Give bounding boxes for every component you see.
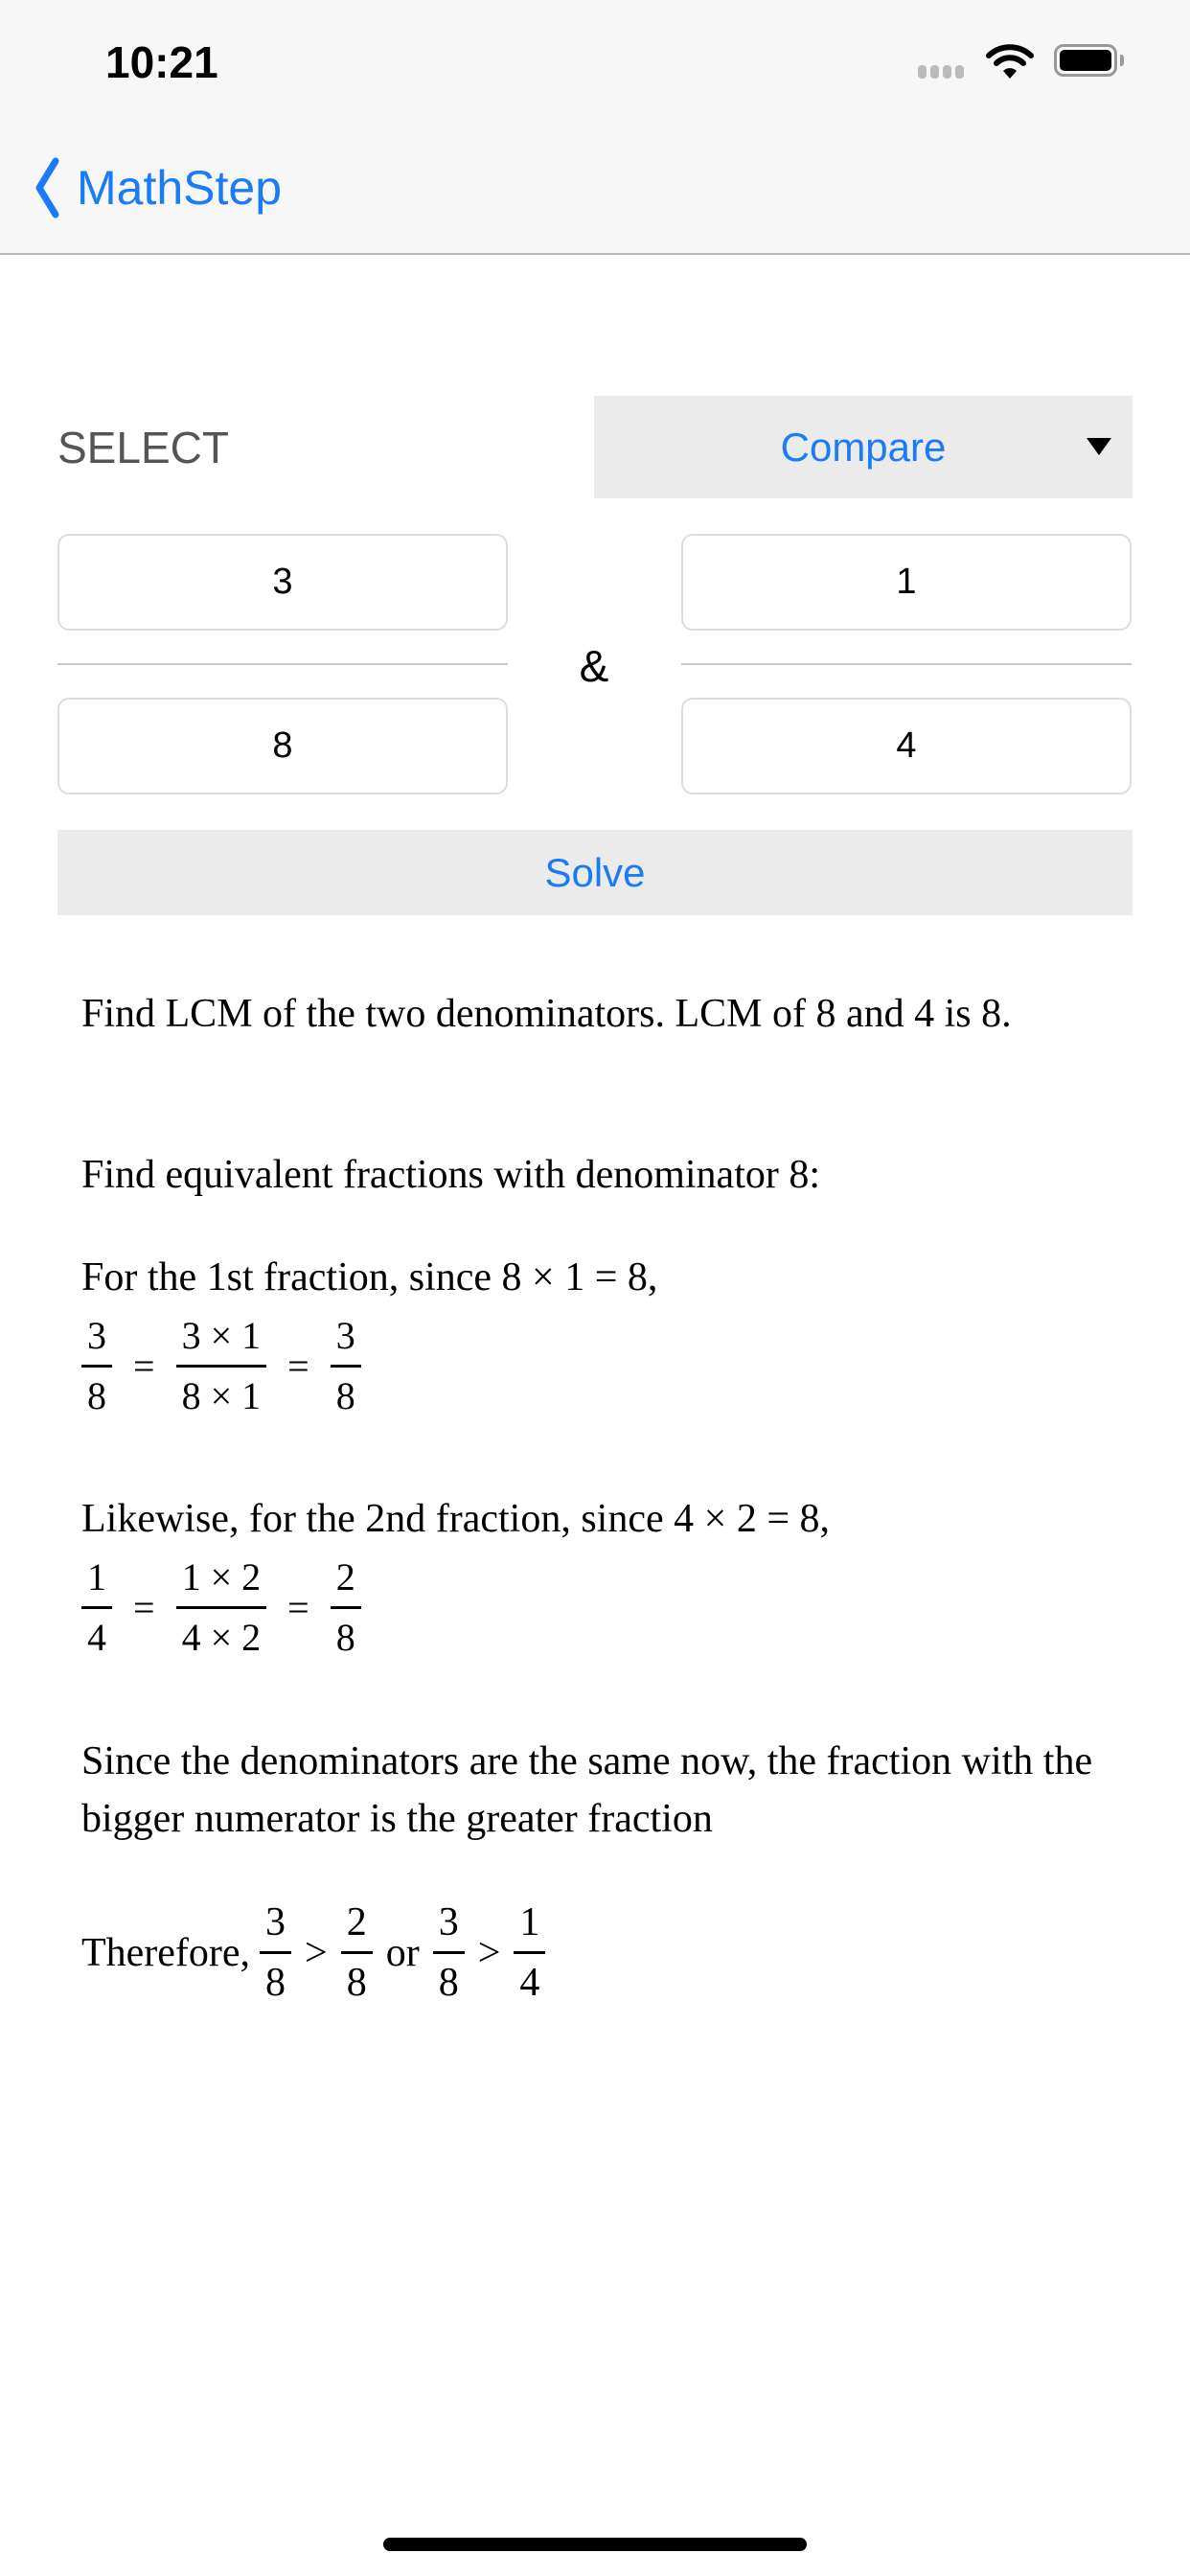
step-second-fraction: Likewise, for the 2nd fraction, since 4 × 2 = 8, — [81, 1497, 830, 1541]
equation-first-fraction — [81, 1313, 361, 1419]
status-time: 10:21 — [105, 37, 218, 87]
numerator: 2 — [346, 1900, 367, 1944]
fraction2-bar — [681, 663, 1132, 665]
cellular-signal-icon — [918, 65, 964, 79]
denominator: 4 — [519, 1961, 540, 2005]
operation-value: Compare — [780, 424, 947, 470]
ampersand-separator: & — [579, 641, 609, 691]
step-compare-numerators: Since the denominators are the same now, the fraction with the bigger numerator is the greater fraction — [81, 1739, 1093, 1841]
battery-tip — [1120, 55, 1124, 66]
caret-down-icon — [1087, 438, 1111, 455]
select-label: SELECT — [57, 423, 229, 472]
operation-dropdown[interactable] — [594, 396, 1133, 498]
denominator: 8 — [335, 1616, 355, 1659]
denominator: 8 — [265, 1961, 286, 2005]
equals-sign: = — [133, 1586, 155, 1629]
numerator: 3 — [265, 1900, 286, 1944]
step-lcm: Find LCM of the two denominators. LCM of 8 and 4 is 8. — [81, 992, 1012, 1036]
denominator: 8 — [346, 1961, 367, 2005]
step-equivalent: Find equivalent fractions with denominator 8: — [81, 1153, 821, 1197]
numerator: 3 — [438, 1900, 459, 1944]
greater-than-sign: > — [477, 1930, 501, 1975]
fraction2-denominator-input[interactable]: 4 — [681, 698, 1132, 794]
fraction1-numerator-input[interactable]: 3 — [57, 534, 508, 631]
equals-sign: = — [287, 1586, 309, 1629]
denominator: 8 — [335, 1374, 355, 1417]
back-label: MathStep — [77, 161, 283, 215]
conclusion — [81, 1899, 545, 2006]
denominator: 8 × 1 — [181, 1374, 262, 1417]
step-first-fraction: For the 1st fraction, since 8 × 1 = 8, — [81, 1255, 658, 1300]
numerator: 1 — [87, 1555, 106, 1598]
denominator: 8 — [438, 1961, 459, 2005]
or-word: or — [385, 1930, 420, 1975]
conclusion-prefix: Therefore, — [81, 1930, 251, 1975]
home-indicator[interactable] — [383, 2538, 807, 2551]
denominator: 8 — [87, 1374, 106, 1417]
wifi-icon — [985, 42, 1035, 80]
numerator: 1 — [519, 1900, 540, 1944]
fraction1-bar — [57, 663, 508, 665]
fraction2-numerator-input[interactable]: 1 — [681, 534, 1132, 631]
solve-button[interactable]: Solve — [57, 830, 1133, 915]
numerator: 3 — [87, 1314, 106, 1357]
equation-second-fraction — [81, 1554, 361, 1661]
numerator: 3 — [335, 1314, 355, 1357]
back-button[interactable] — [34, 157, 282, 218]
numerator: 1 × 2 — [181, 1555, 262, 1598]
numerator: 2 — [335, 1555, 355, 1598]
greater-than-sign: > — [305, 1930, 328, 1975]
fraction1-denominator-input[interactable]: 8 — [57, 698, 508, 794]
denominator: 4 — [87, 1616, 106, 1659]
battery-icon — [1054, 44, 1117, 77]
denominator: 4 × 2 — [181, 1616, 262, 1659]
chevron-left-icon — [34, 157, 59, 218]
equals-sign: = — [133, 1345, 155, 1388]
numerator: 3 × 1 — [181, 1314, 262, 1357]
equals-sign: = — [287, 1345, 309, 1388]
